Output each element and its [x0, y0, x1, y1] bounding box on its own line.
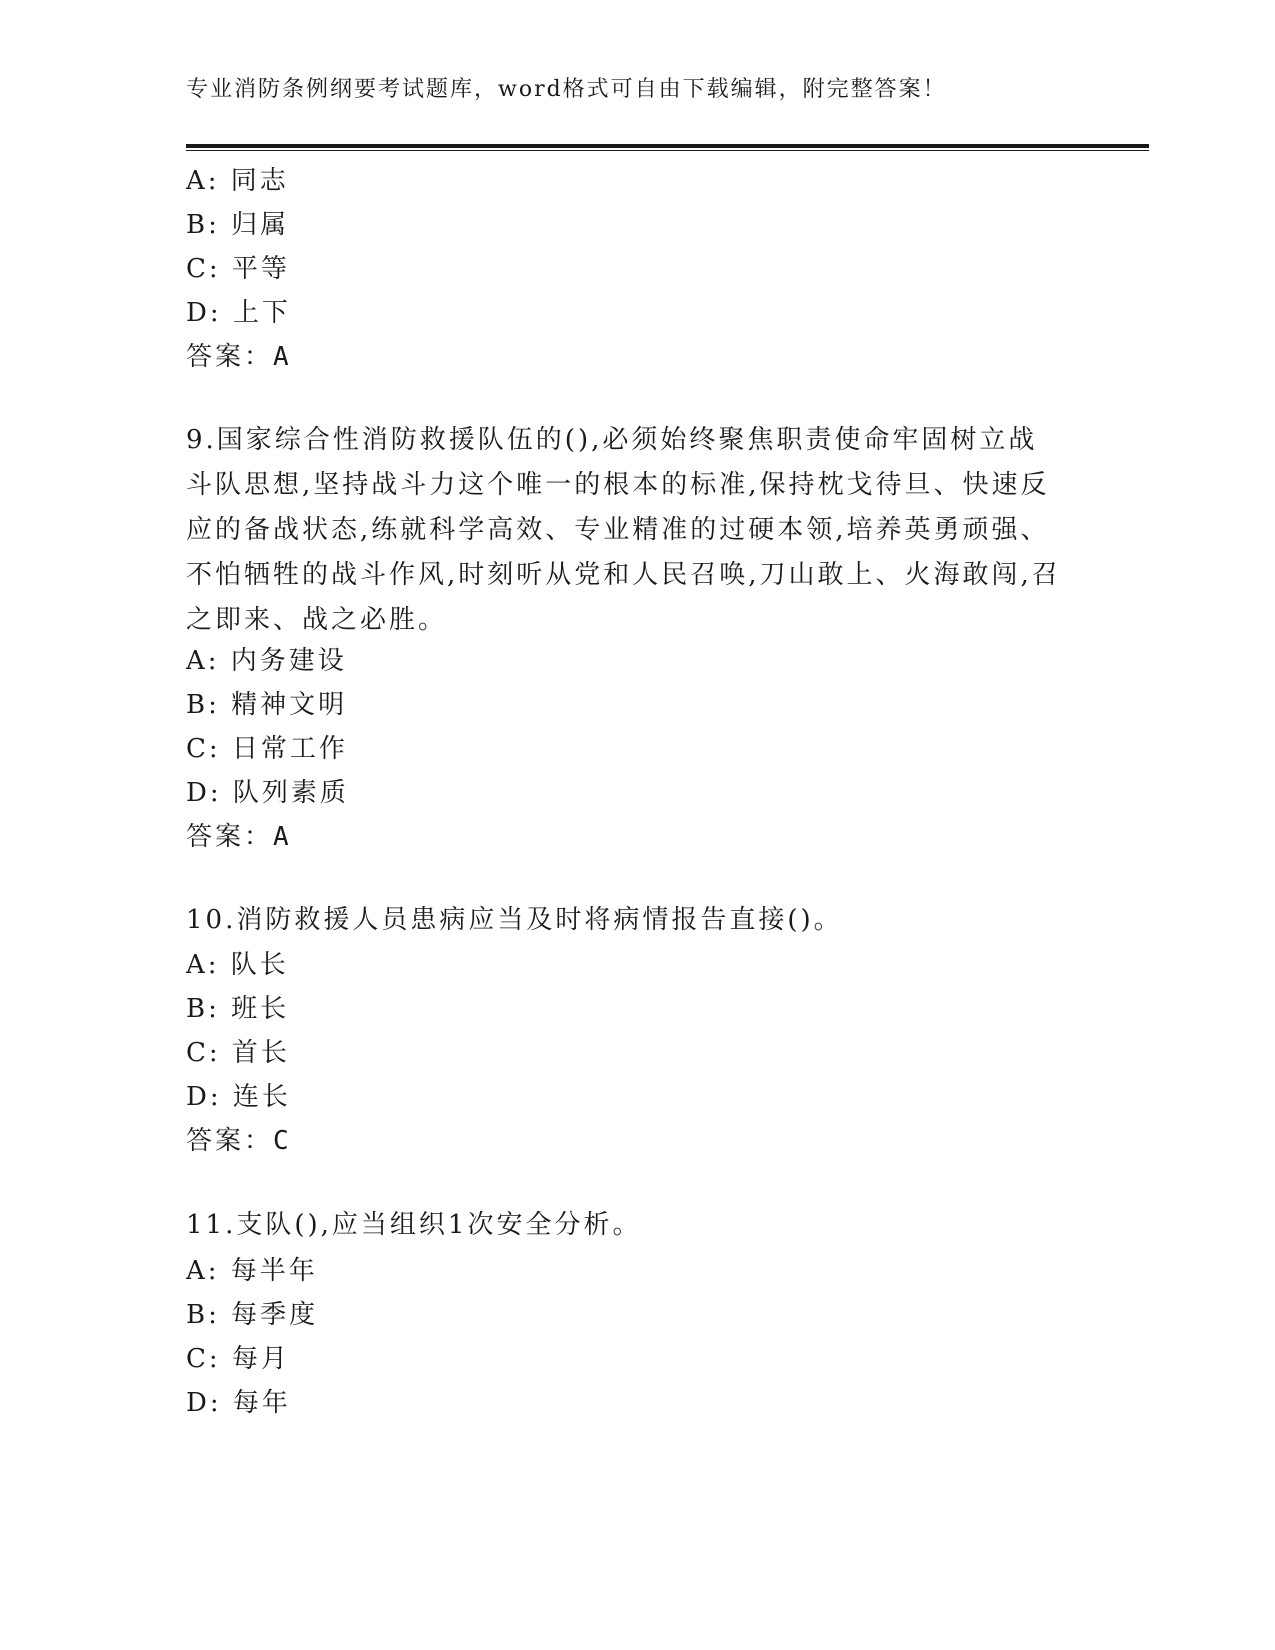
- header-rule-thick: [186, 144, 1149, 148]
- q11-option-b: B: 每季度: [186, 1300, 319, 1330]
- q11-option-c: C: 每月: [186, 1344, 290, 1374]
- q8-option-d: D: 上下: [186, 298, 291, 328]
- q9-stem-line: 不怕牺牲的战斗作风,时刻听从党和人民召唤,刀山敢上、火海敢闯,召: [186, 560, 1061, 590]
- q11-stem: [186, 1203, 641, 1248]
- q11-option-a: A: 每半年: [186, 1256, 318, 1286]
- q10-option-b: B: 班长: [186, 994, 290, 1024]
- q10-stem-line: 10.消防救援人员患病应当及时将病情报告直接()。: [186, 905, 843, 935]
- answer-value: C: [273, 1126, 292, 1156]
- q9-stem-line: 斗队思想,坚持战斗力这个唯一的根本的标准,保持枕戈待旦、快速反: [186, 470, 1050, 500]
- answer-label: 答案：: [186, 1126, 274, 1156]
- q11-option-d: D: 每年: [186, 1388, 291, 1418]
- q9-option-b: B: 精神文明: [186, 690, 348, 720]
- q10-option-c: C: 首长: [186, 1038, 290, 1068]
- answer-value: A: [273, 342, 292, 372]
- q10-option-d: D: 连长: [186, 1082, 291, 1112]
- document-header: 专业消防条例纲要考试题库，word格式可自由下载编辑，附完整答案！: [186, 77, 947, 102]
- q8-option-c: C: 平等: [186, 254, 290, 284]
- q10-answer: [186, 1120, 292, 1157]
- q9-stem-line: 应的备战状态,练就科学高效、专业精准的过硬本领,培养英勇顽强、: [186, 515, 1050, 545]
- header-rule-thin: [186, 150, 1149, 151]
- q9-option-d: D: 队列素质: [186, 778, 349, 808]
- q9-stem: [186, 418, 1061, 643]
- q10-stem: [186, 898, 843, 943]
- q8-option-a: A: 同志: [186, 166, 289, 196]
- q8-option-b: B: 归属: [186, 210, 290, 240]
- q10-option-a: A: 队长: [186, 950, 289, 980]
- q8-answer: [186, 336, 292, 373]
- answer-label: 答案：: [186, 822, 274, 852]
- q9-answer: [186, 816, 292, 853]
- q11-stem-line: 11.支队(),应当组织1次安全分析。: [186, 1210, 642, 1240]
- answer-value: A: [273, 822, 292, 852]
- q9-stem-line: 9.国家综合性消防救援队伍的(),必须始终聚焦职责使命牢固树立战: [186, 425, 1038, 455]
- q9-option-a: A: 内务建设: [186, 646, 347, 676]
- q9-option-c: C: 日常工作: [186, 734, 348, 764]
- q9-stem-line: 之即来、战之必胜。: [186, 605, 448, 635]
- answer-label: 答案：: [186, 342, 274, 372]
